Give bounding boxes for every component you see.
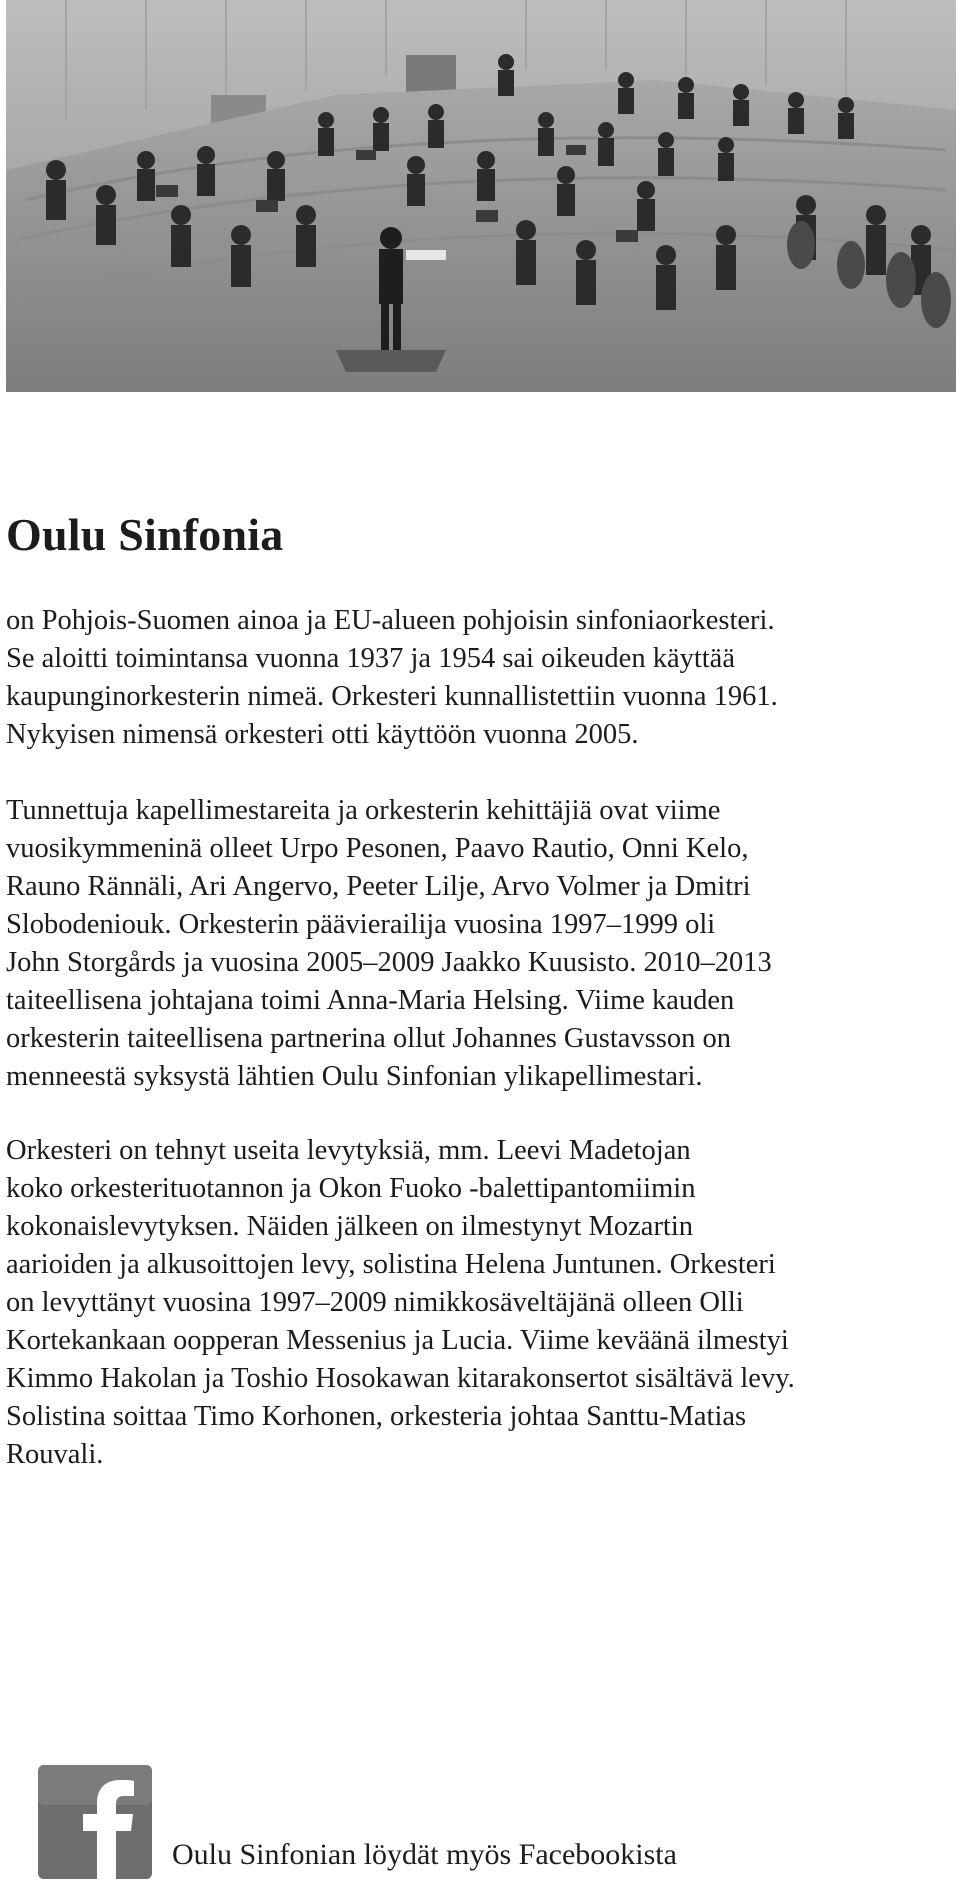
orchestra-photo-illustration bbox=[6, 0, 956, 392]
facebook-glyph bbox=[38, 1765, 152, 1879]
paragraph-recordings bbox=[6, 1132, 951, 1474]
text-line: Se aloitti toimintansa vuonna 1937 ja 1954 sai oikeuden käyttää bbox=[6, 643, 735, 674]
text-line: Kortekankaan oopperan Messenius ja Lucia. Viime keväänä ilmestyi bbox=[6, 1325, 789, 1356]
text-line: Kimmo Hakolan ja Toshio Hosokawan kitarakonsertot sisältävä levy. bbox=[6, 1363, 795, 1394]
text-line: kaupunginorkesterin nimeä. Orkesteri kunnallistettiin vuonna 1961. bbox=[6, 681, 778, 712]
text-line: koko orkesterituotannon ja Okon Fuoko -balettipantomiimin bbox=[6, 1173, 696, 1204]
facebook-caption[interactable]: Oulu Sinfonian löydät myös Facebookista bbox=[172, 1838, 677, 1871]
orchestra-photo bbox=[6, 0, 956, 392]
text-line: on levyttänyt vuosina 1997–2009 nimikkosäveltäjänä olleen Olli bbox=[6, 1287, 744, 1318]
text-line: menneestä syksystä lähtien Oulu Sinfonian ylikapellimestari. bbox=[6, 1061, 703, 1092]
facebook-icon[interactable] bbox=[38, 1765, 152, 1879]
text-line: aarioiden ja alkusoittojen levy, solistina Helena Juntunen. Orkesteri bbox=[6, 1249, 776, 1280]
text-line: Slobodeniouk. Orkesterin päävierailija vuosina 1997–1999 oli bbox=[6, 909, 716, 940]
page-title: Oulu Sinfonia bbox=[6, 509, 284, 560]
text-line: Rauno Rännäli, Ari Angervo, Peeter Lilje, Arvo Volmer ja Dmitri bbox=[6, 871, 751, 902]
text-line: Orkesteri on tehnyt useita levytyksiä, mm. Leevi Madetojan bbox=[6, 1135, 691, 1166]
text-line: Tunnettuja kapellimestareita ja orkesterin kehittäjiä ovat viime bbox=[6, 795, 721, 826]
text-line: on Pohjois-Suomen ainoa ja EU-alueen pohjoisin sinfoniaorkesteri. bbox=[6, 605, 775, 636]
text-line: John Storgårds ja vuosina 2005–2009 Jaakko Kuusisto. 2010–2013 bbox=[6, 947, 772, 978]
paragraph-intro bbox=[6, 602, 951, 754]
paragraph-conductors bbox=[6, 792, 951, 1096]
text-line: Solistina soittaa Timo Korhonen, orkesteria johtaa Santtu-Matias bbox=[6, 1401, 747, 1432]
text-line: Rouvali. bbox=[6, 1439, 104, 1470]
text-line: orkesterin taiteellisena partnerina ollut Johannes Gustavsson on bbox=[6, 1023, 731, 1054]
text-line: Nykyisen nimensä orkesteri otti käyttöön vuonna 2005. bbox=[6, 719, 639, 750]
text-line: vuosikymmeninä olleet Urpo Pesonen, Paavo Rautio, Onni Kelo, bbox=[6, 833, 749, 864]
text-line: kokonaislevytyksen. Näiden jälkeen on ilmestynyt Mozartin bbox=[6, 1211, 694, 1242]
text-line: taiteellisena johtajana toimi Anna-Maria Helsing. Viime kauden bbox=[6, 985, 735, 1016]
